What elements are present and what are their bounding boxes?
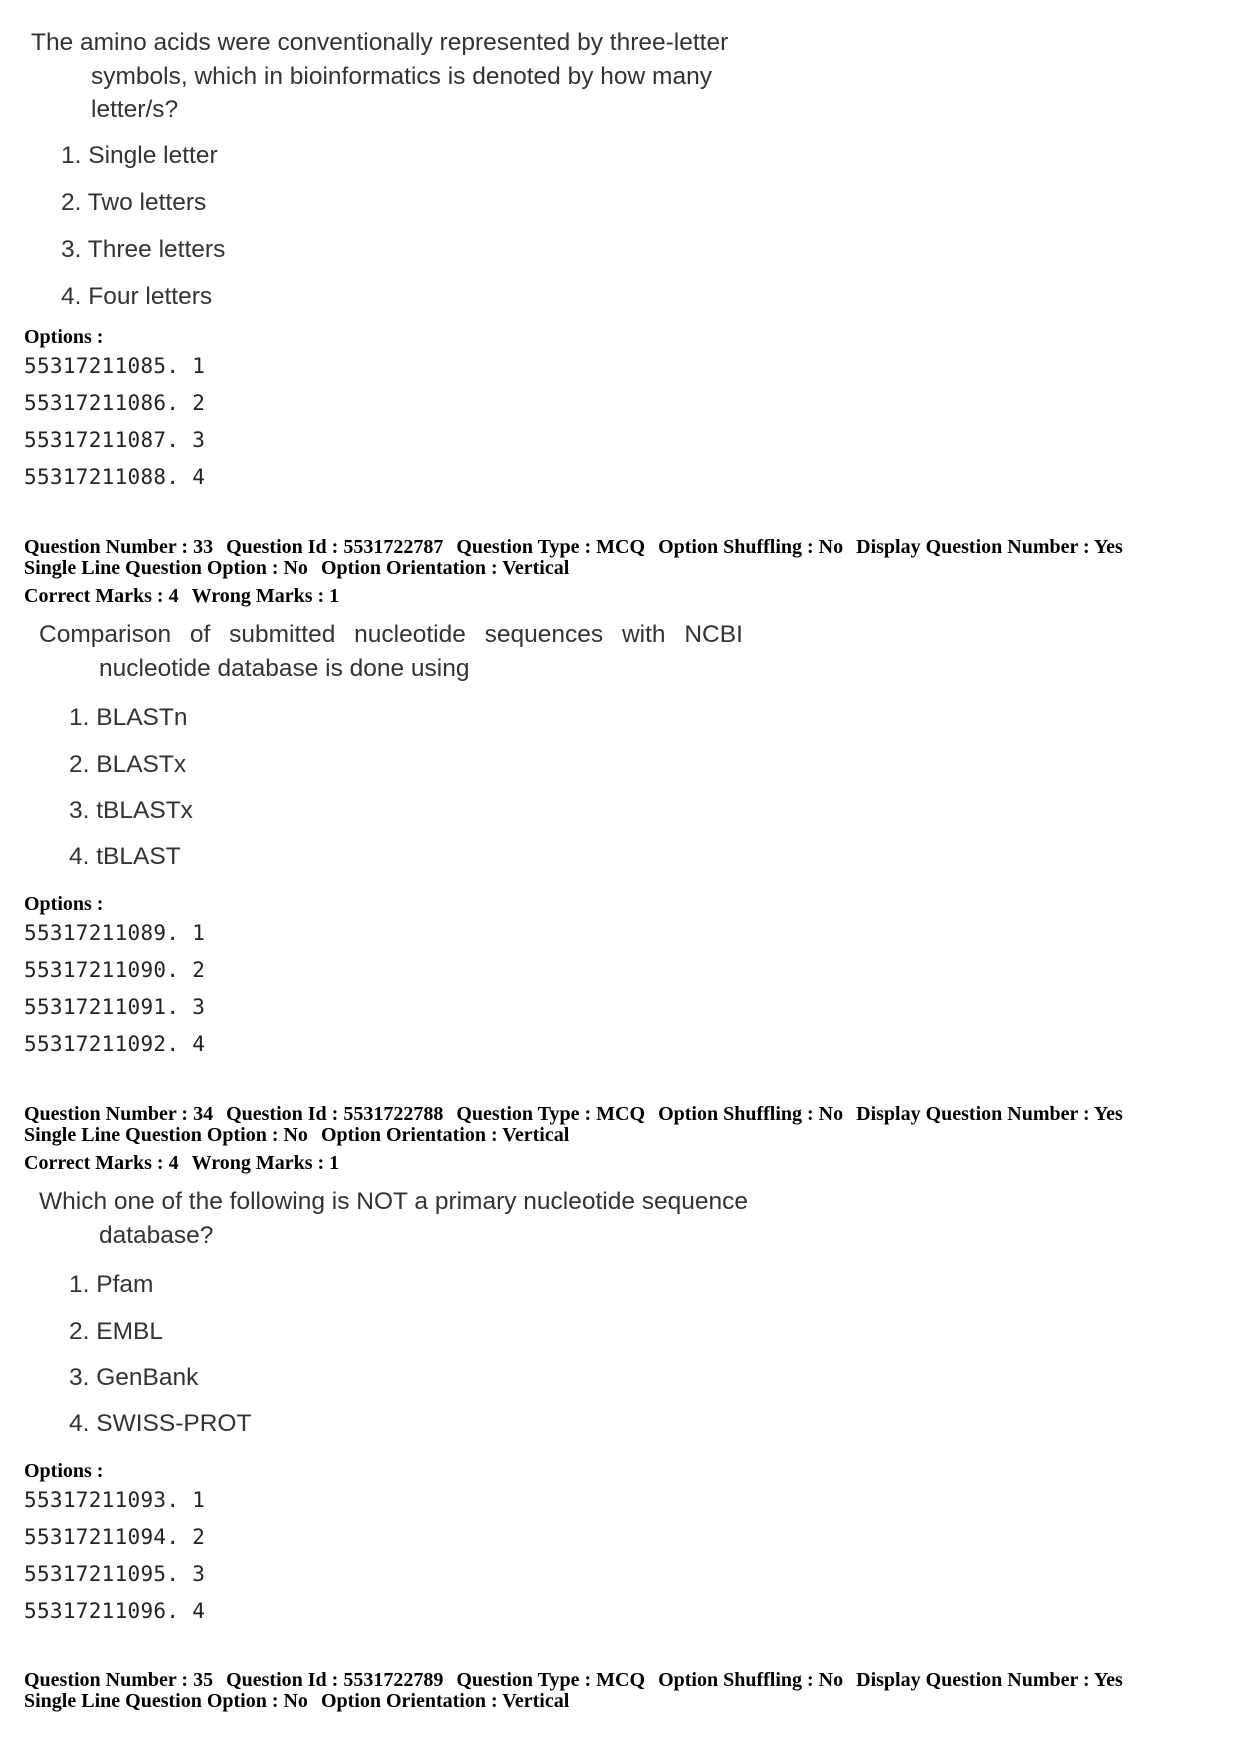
single-line-option: Single Line Question Option : No <box>24 557 308 579</box>
display-question-number: Display Question Number : Yes <box>856 1669 1123 1691</box>
option-id: 55317211094. 2 <box>24 1525 206 1549</box>
question-text-line: letter/s? <box>91 96 179 123</box>
question-type: Question Type : MCQ <box>456 1103 646 1125</box>
choice-item: 1. Single letter <box>61 142 218 169</box>
wrong-marks: Wrong Marks : 1 <box>191 585 340 607</box>
option-orientation: Option Orientation : Vertical <box>320 1124 570 1146</box>
question-meta-line <box>24 537 1136 557</box>
option-id: 55317211092. 4 <box>24 1032 206 1056</box>
question-id: Question Id : 5531722789 <box>226 1669 444 1691</box>
question-text-line: symbols, which in bioinformatics is denoted by how many <box>91 62 712 90</box>
question-image <box>0 610 800 880</box>
choice-item: 3. GenBank <box>69 1364 199 1391</box>
single-line-option: Single Line Question Option : No <box>24 1690 308 1712</box>
choice-item: 1. Pfam <box>69 1271 154 1298</box>
option-id: 55317211088. 4 <box>24 465 206 489</box>
question-text-line: database? <box>99 1221 214 1249</box>
option-id: 55317211096. 4 <box>24 1599 206 1623</box>
choice-item: 4. Four letters <box>61 283 213 310</box>
question-marks-line <box>24 586 352 606</box>
question-text-line: nucleotide database is done using <box>99 654 470 682</box>
option-id: 55317211090. 2 <box>24 958 206 982</box>
choice-item: 2. BLASTx <box>69 751 187 778</box>
option-shuffling: Option Shuffling : No <box>658 1103 844 1125</box>
question-text-line: Which one of the following is NOT a primary nucleotide sequence <box>39 1188 749 1215</box>
choice-item: 2. EMBL <box>69 1318 163 1345</box>
wrong-marks: Wrong Marks : 1 <box>191 1152 340 1174</box>
question-type: Question Type : MCQ <box>456 1669 646 1691</box>
single-line-option: Single Line Question Option : No <box>24 1124 308 1146</box>
question-meta-line <box>24 1691 582 1711</box>
display-question-number: Display Question Number : Yes <box>856 1103 1123 1125</box>
correct-marks: Correct Marks : 4 <box>24 1152 179 1174</box>
question-text <box>39 618 743 685</box>
correct-marks: Correct Marks : 4 <box>24 585 179 607</box>
option-id: 55317211089. 1 <box>24 921 206 945</box>
question-type: Question Type : MCQ <box>456 536 646 558</box>
option-id: 55317211091. 3 <box>24 995 206 1019</box>
options-label: Options : <box>24 1460 104 1482</box>
options-label: Options : <box>24 893 104 915</box>
choice-item: 3. Three letters <box>61 236 226 263</box>
question-text <box>39 1185 748 1252</box>
question-meta-line <box>24 1104 1136 1124</box>
choice-item: 1. BLASTn <box>69 704 188 731</box>
option-shuffling: Option Shuffling : No <box>658 536 844 558</box>
question-marks-line <box>24 1153 352 1173</box>
option-id: 55317211095. 3 <box>24 1562 206 1586</box>
choice-item: 3. tBLASTx <box>69 797 193 824</box>
question-meta-line <box>24 1125 582 1145</box>
question-image <box>0 1177 800 1447</box>
question-number: Question Number : 34 <box>24 1103 214 1125</box>
option-id: 55317211093. 1 <box>24 1488 206 1512</box>
option-id: 55317211085. 1 <box>24 354 206 378</box>
question-meta-line <box>24 1670 1136 1690</box>
option-orientation: Option Orientation : Vertical <box>320 1690 570 1712</box>
question-image <box>0 0 800 320</box>
option-id: 55317211087. 3 <box>24 428 206 452</box>
question-text-line: Comparison of submitted nucleotide sequences with NCBI <box>39 621 743 648</box>
choice-item: 4. SWISS-PROT <box>69 1410 252 1437</box>
option-orientation: Option Orientation : Vertical <box>320 557 570 579</box>
options-label: Options : <box>24 326 104 348</box>
choice-item: 2. Two letters <box>61 189 207 216</box>
option-shuffling: Option Shuffling : No <box>658 1669 844 1691</box>
choice-item: 4. tBLAST <box>69 843 181 870</box>
question-id: Question Id : 5531722788 <box>226 1103 444 1125</box>
question-text-line: The amino acids were conventionally represented by three-letter <box>31 29 729 56</box>
question-text <box>31 26 728 127</box>
question-number: Question Number : 33 <box>24 536 214 558</box>
option-id: 55317211086. 2 <box>24 391 206 415</box>
question-meta-line <box>24 558 582 578</box>
question-number: Question Number : 35 <box>24 1669 214 1691</box>
question-id: Question Id : 5531722787 <box>226 536 444 558</box>
display-question-number: Display Question Number : Yes <box>856 536 1123 558</box>
